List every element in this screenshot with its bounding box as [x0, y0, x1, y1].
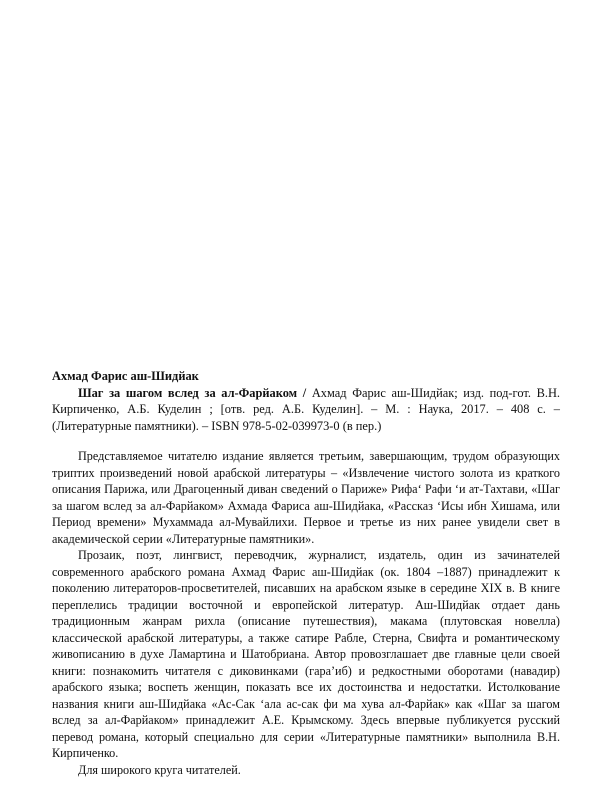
audience-note: Для широкого круга читателей.	[78, 762, 241, 777]
annotation	[52, 448, 560, 778]
annotation-paragraph-2: Прозаик, поэт, лингвист, переводчик, журналист, издатель, один из зачинателей современного арабского романа Ахмад Фарис аш-Шидйак (ок. 1804 –1887) принадлежит к поколению литераторов-просветителей, писавших на арабском языке в середине XIX в. В книге переплелись традиции восточной и европейской литератур. Аш-Шидйак отдает дань традиционным жанрам рихла (описание путешествия), макама (плутовская новелла) классической арабской литературы, а также сатире Рабле, Стерна, Свифта и романтическому живописанию в духе Ламартина и Шатобриана. Автор провозглашает две главные цели своей книги: познакомить читателя с диковинками (гара’иб) и редкостными оборотами (навадир) арабского языка; воспеть женщин, показать все их достоинства и недостатки. Истолкование названия книги аш-Шидйака «Ас-Сак ‘ала ас-сак фи ма хува ал-Фарйак» как «Шаг за шагом вслед за ал-Фарйаком» принадлежит А.Е. Крымскому. Здесь впервые публикуется русский перевод романа, который специально для серии «Литературные памятники» выполнила В.Н. Кирпиченко.	[52, 548, 560, 761]
bibliographic-record	[52, 385, 560, 435]
bibliographic-block	[52, 368, 560, 778]
book-title: Шаг за шагом вслед за ал-Фарйаком /	[78, 385, 307, 400]
author-heading: Ахмад Фарис аш-Шидйак	[52, 369, 199, 383]
bibliographic-details: Ахмад Фарис аш-Шидйак; изд. под-гот. В.Н. Кирпиченко, А.Б. Куделин ; [отв. ред. А.Б. Куделин]. – М. : Наука, 2017. – 408 с. – (Литературные памятники). – ISBN 978-5-02-039973-0 (в пер.)	[52, 385, 560, 433]
annotation-paragraph-1: Представляемое читателю издание является третьим, завершающим, трудом образующих триптих произведений новой арабской литературы – «Извлечение чистого золота из краткого описания Парижа, или Драгоценный диван сведений о Париже» Рифа‘ Рафи ‘и ат-Тахтави, «Шаг за шагом вслед за ал-Фарйаком» Ахмада Фариса аш-Шидйака, «Рассказ ‘Исы ибн Хишама, или Период времени» Мухаммада ал-Мувайлихи. Первое и третье из них ранее увидели свет в академической серии «Литературные памятники».	[52, 449, 560, 546]
